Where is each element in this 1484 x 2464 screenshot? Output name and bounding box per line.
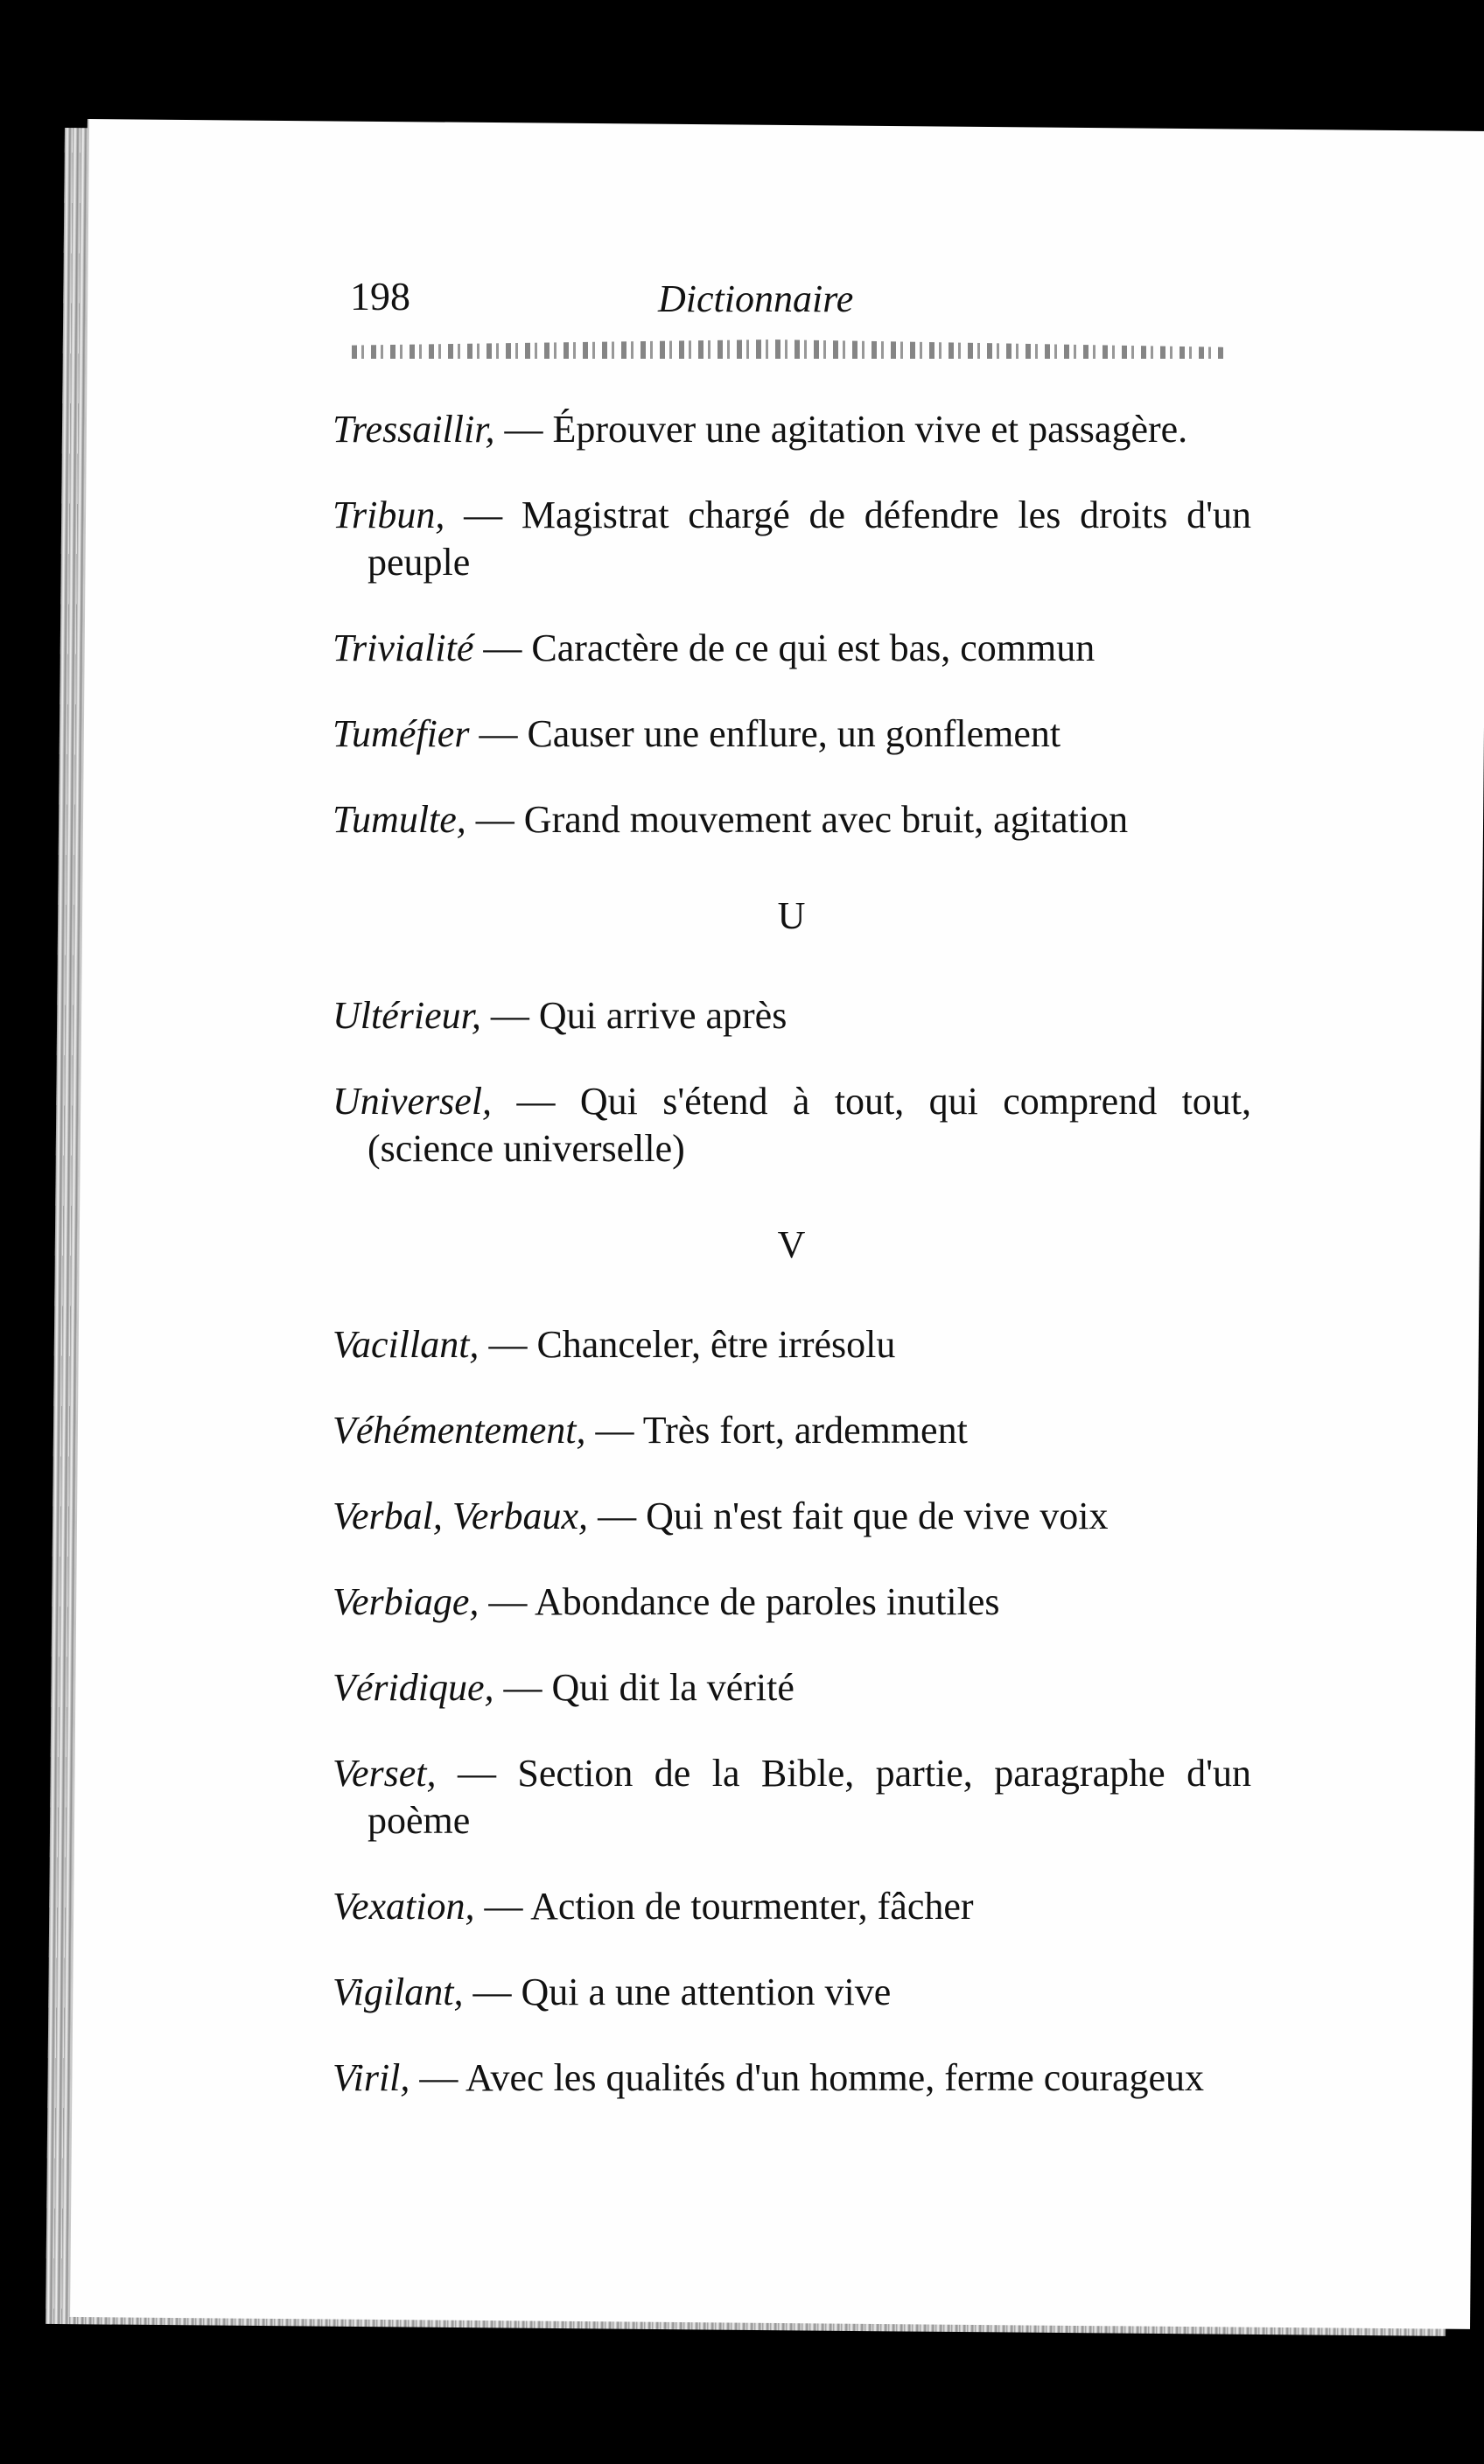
entry-definition: — Qui dit la vérité xyxy=(503,1666,794,1709)
dictionary-entry xyxy=(332,2054,1251,2102)
page-number: 198 xyxy=(350,274,410,318)
entry-term: Vexation, xyxy=(332,1885,475,1928)
section-letter-u: U xyxy=(777,894,807,937)
entry-term: Verset, xyxy=(332,1752,437,1795)
dictionary-entry xyxy=(332,625,1251,672)
entry-term: Tumulte, xyxy=(332,798,466,841)
entry-definition: — Qui a une attention vive xyxy=(472,1970,892,2013)
dictionary-entry xyxy=(332,710,1251,758)
dictionary-body xyxy=(332,368,1251,2110)
section-t xyxy=(332,406,1251,844)
entry-term: Tribun, xyxy=(332,494,445,536)
entry-term: Ultérieur, xyxy=(332,994,481,1037)
entry-definition: — Qui n'est fait que de vive voix xyxy=(598,1494,1109,1537)
entry-term: Véhémentement, xyxy=(332,1409,586,1452)
running-header xyxy=(350,273,1225,343)
entry-definition: — Caractère de ce qui est bas, commun xyxy=(483,626,1096,669)
dictionary-entry xyxy=(332,1969,1251,2016)
section-v xyxy=(332,1321,1251,2102)
entry-definition: — Causer une enflure, un gonflement xyxy=(479,712,1061,755)
running-title: Dictionnaire xyxy=(658,277,854,320)
dictionary-entry xyxy=(332,1321,1251,1368)
entry-definition: — Magistrat chargé de défendre les droits d'un peuple xyxy=(368,494,1252,584)
entry-term: Viril, xyxy=(332,2056,410,2099)
dictionary-entry xyxy=(332,1883,1251,1930)
entry-definition: — Éprouver une agitation vive et passagère. xyxy=(504,408,1188,451)
entry-definition: — Avec les qualités d'un homme, ferme courageux xyxy=(419,2056,1205,2099)
entry-definition: — Très fort, ardemment xyxy=(595,1409,968,1452)
entry-term: Tuméfier xyxy=(332,712,470,755)
dictionary-entry xyxy=(332,796,1251,844)
entry-definition: — Action de tourmenter, fâcher xyxy=(484,1885,974,1928)
entry-definition: — Grand mouvement avec bruit, agitation xyxy=(475,798,1129,841)
entry-term: Verbal, Verbaux, xyxy=(332,1494,589,1537)
entry-term: Vacillant, xyxy=(332,1323,480,1366)
dictionary-entry xyxy=(332,1493,1251,1540)
section-u xyxy=(332,992,1251,1172)
dictionary-entry xyxy=(332,1407,1251,1454)
entry-definition: — Chanceler, être irrésolu xyxy=(488,1323,896,1366)
entry-term: Verbiage, xyxy=(332,1580,480,1623)
entry-definition: — Abondance de paroles inutiles xyxy=(488,1580,1000,1623)
section-letter-v: V xyxy=(777,1223,807,1266)
dictionary-entry xyxy=(332,1078,1251,1172)
dictionary-entry xyxy=(332,1750,1251,1844)
entry-definition: — Section de la Bible, partie, paragraphe d'un poème xyxy=(368,1752,1251,1842)
entry-term: Véridique, xyxy=(332,1666,494,1709)
entry-definition: — Qui arrive après xyxy=(490,994,788,1037)
entry-term: Vigilant, xyxy=(332,1970,464,2013)
dictionary-entry xyxy=(332,1664,1251,1712)
dictionary-entry xyxy=(332,1578,1251,1626)
entry-term: Tressaillir, xyxy=(332,408,495,451)
entry-term: Trivialité xyxy=(332,626,474,669)
entry-term: Universel, xyxy=(332,1080,493,1123)
dictionary-entry xyxy=(332,406,1251,453)
entry-definition: — Qui s'étend à tout, qui comprend tout, (science universelle) xyxy=(368,1080,1252,1170)
dictionary-entry xyxy=(332,492,1251,586)
dictionary-entry xyxy=(332,992,1251,1040)
